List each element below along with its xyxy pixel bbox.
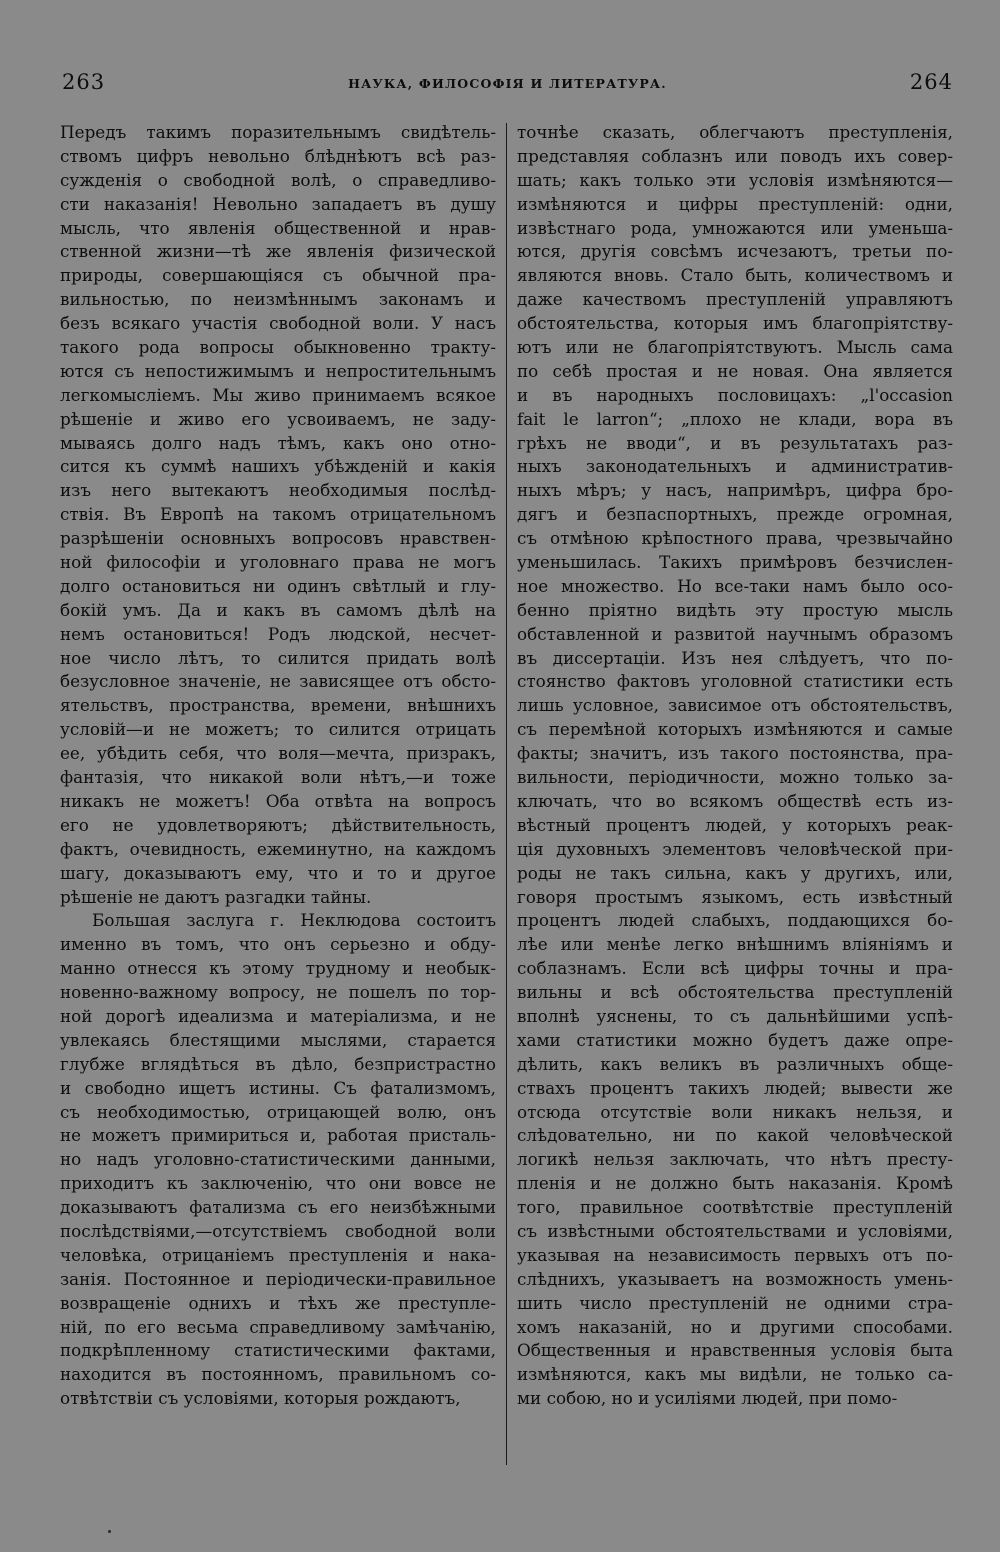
text-line: шагу, доказываютъ ему, что и то и другое: [60, 862, 496, 883]
text-line: того, правильное соотвѣтствіе преступленій: [517, 1197, 953, 1218]
text-line: ствомъ цифръ невольно блѣднѣютъ всѣ раз-: [60, 145, 496, 166]
text-line: ныхъ мѣръ; у насъ, напримѣръ, цифра бро-: [517, 480, 953, 501]
text-line: не можетъ примириться и, работая присталь-: [60, 1125, 496, 1146]
text-line: съ необходимостью, отрицающей волю, онъ: [60, 1101, 496, 1122]
text-line: немъ остановиться! Родъ людской, несчет-: [60, 623, 496, 644]
text-line: Передъ такимъ поразительнымъ свидѣтель-: [60, 122, 496, 142]
text-line: именно въ томъ, что онъ серьезно и обду-: [60, 934, 496, 955]
text-line: лѣе или менѣе легко внѣшнимъ вліяніямъ и: [517, 934, 953, 955]
text-line: дѣлить, какъ великъ въ различныхъ обще-: [517, 1053, 953, 1074]
text-line: вильности, періодичности, можно только за-: [517, 767, 953, 788]
text-line: ное число лѣтъ, то силится придать волѣ: [60, 647, 496, 668]
text-line: доказываютъ фатализма съ его неизбѣжными: [60, 1197, 496, 1218]
text-line: безъ всякаго участія свободной воли. У насъ: [60, 313, 496, 334]
text-line: условій—и не можетъ; то силится отрицать: [60, 719, 496, 740]
text-line: и въ народныхъ пословицахъ: „l'occasion: [517, 384, 953, 405]
text-line: вильны и всѣ обстоятельства преступленій: [517, 982, 953, 1003]
text-line: хами статистики можно будетъ даже опре-: [517, 1029, 953, 1050]
text-line: возвращеніе однихъ и тѣхъ же преступле-: [60, 1292, 496, 1313]
page-number-right: 264: [909, 70, 953, 94]
text-line: являются вновь. Стало быть, количествомъ и: [517, 265, 953, 286]
text-line: занія. Постоянное и періодически-правильное: [60, 1268, 496, 1289]
text-line: послѣдствіями,—отсутствіемъ свободной воли: [60, 1220, 496, 1241]
text-line: ютъ или не благопріятствуютъ. Мысль сама: [517, 337, 953, 358]
text-line: измѣняются, какъ мы видѣли, не только са-: [517, 1364, 953, 1385]
text-line: ствія. Въ Европѣ на такомъ отрицательномъ: [60, 504, 496, 525]
text-line: новенно-важному вопросу, не пошелъ по тор-: [60, 982, 496, 1003]
text-line: долго остановиться ни одинъ свѣтлый и глу-: [60, 575, 496, 596]
text-line: легкомысліемъ. Мы живо принимаемъ всякое: [60, 384, 496, 405]
text-line: Большая заслуга г. Неклюдова состоитъ: [92, 910, 496, 931]
text-line: бокій умъ. Да и какъ въ самомъ дѣлѣ на: [60, 599, 496, 620]
text-line: отсюда отсутствіе воли никакъ нельзя, и: [517, 1101, 953, 1122]
text-line: пленія и не должно быть наказанія. Кромѣ: [517, 1173, 953, 1194]
text-line: ются, другія совсѣмъ исчезаютъ, третьи по-: [517, 241, 953, 262]
paper-speck: [108, 1530, 111, 1533]
text-line: ной дорогѣ идеализма и матеріализма, и не: [60, 1005, 496, 1026]
text-line: дягъ и безпаспортныхъ, прежде огромная,: [517, 504, 953, 525]
text-line: вѣстный процентъ людей, у которыхъ реак-: [517, 814, 953, 835]
text-line: лишь условное, зависимое отъ обстоятельствъ,: [517, 695, 953, 716]
text-line: точнѣе сказать, облегчаютъ преступленія,: [517, 122, 953, 142]
text-line: сится къ суммѣ нашихъ убѣжденій и какія: [60, 456, 496, 477]
text-line: даже качествомъ преступленій управляютъ: [517, 289, 953, 310]
text-line: рѣшеніе не даютъ разгадки тайны.: [60, 886, 372, 907]
text-line: факты; значитъ, изъ такого постоянства, пра-: [517, 743, 953, 764]
text-line: фантазія, что никакой воли нѣтъ,—и тоже: [60, 767, 496, 788]
text-line: и свободно ищетъ истины. Съ фатализмомъ,: [60, 1077, 496, 1098]
text-line: ми собою, но и усиліями людей, при помо-: [517, 1388, 898, 1409]
text-line: ствахъ процентъ такихъ людей; вывести же: [517, 1077, 953, 1098]
text-line: природы, совершающіяся съ обычной пра-: [60, 265, 496, 286]
text-line: ственной жизни—тѣ же явленія физической: [60, 241, 496, 262]
text-line: его не удовлетворяютъ; дѣйствительность,: [60, 814, 496, 835]
text-line: безусловное значеніе, не зависящее отъ обсто-: [60, 671, 496, 692]
text-line: вильностью, по неизмѣннымъ законамъ и: [60, 289, 496, 310]
text-line: соблазнамъ. Если всѣ цифры точны и пра-: [517, 958, 953, 979]
text-line: шить число преступленій не одними стра-: [517, 1292, 953, 1313]
text-line: рѣшеніе и живо его усвоиваемъ, не заду-: [60, 408, 496, 429]
text-column-left: [60, 121, 496, 1411]
page-number-left: 263: [62, 70, 106, 94]
column-divider: [506, 123, 507, 1465]
text-line: такого рода вопросы обыкновенно тракту-: [60, 337, 496, 358]
text-line: съ отмѣною крѣпостного права, чрезвычайно: [517, 528, 953, 549]
text-line: глубже вглядѣться въ дѣло, безпристрастно: [60, 1053, 496, 1074]
text-line: приходитъ къ заключенію, что они вовсе не: [60, 1173, 496, 1194]
text-line: ція духовныхъ элементовъ человѣческой при-: [517, 838, 953, 859]
text-line: указывая на независимость первыхъ отъ по-: [517, 1244, 953, 1265]
text-line: отвѣтствіи съ условіями, которыя рождаютъ,: [60, 1388, 461, 1409]
text-line: бенно пріятно видѣть эту простую мысль: [517, 599, 953, 620]
text-line: уменьшилась. Такихъ примѣровъ безчислен-: [517, 552, 953, 573]
text-line: стоянство фактовъ уголовной статистики есть: [517, 671, 953, 692]
text-line: обставленной и развитой научнымъ образомъ: [517, 623, 953, 644]
text-line: fait le larron“; „плохо не клади, вора въ: [517, 408, 953, 429]
text-line: представляя соблазнъ или поводъ ихъ совер-: [517, 145, 953, 166]
text-line: изъ него вытекаютъ необходимыя послѣд-: [60, 480, 496, 501]
running-title: НАУКА, ФИЛОСОФІЯ И ЛИТЕРАТУРА.: [348, 76, 667, 91]
text-line: сти наказанія! Невольно западаетъ въ душу: [60, 193, 496, 214]
text-line: манно отнесся къ этому трудному и необык-: [60, 958, 496, 979]
text-line: обстоятельства, которыя имъ благопріятству-: [517, 313, 953, 334]
text-line: подкрѣпленному статистическими фактами,: [60, 1340, 496, 1361]
text-line: логикѣ нельзя заключать, что нѣтъ престу-: [517, 1149, 953, 1170]
text-line: по себѣ простая и не новая. Она является: [517, 360, 953, 381]
text-line: съ перемѣной которыхъ измѣняются и самые: [517, 719, 953, 740]
text-line: съ извѣстными обстоятельствами и условіями,: [517, 1220, 953, 1241]
text-line: разрѣшеніи основныхъ вопросовъ нравствен-: [60, 528, 496, 549]
text-line: шать; какъ только эти условія измѣняются—: [517, 169, 953, 190]
text-line: сужденія о свободной волѣ, о справедливо-: [60, 169, 496, 190]
text-line: ной философіи и уголовнаго права не могъ: [60, 552, 496, 573]
text-line: мысль, что явленія общественной и нрав-: [60, 217, 496, 238]
text-line: увлекаясь блестящими мыслями, старается: [60, 1029, 496, 1050]
text-line: ное множество. Но все-таки намъ было осо-: [517, 575, 953, 596]
text-line: Общественныя и нравственныя условія быта: [517, 1340, 953, 1361]
text-line: ее, убѣдить себя, что воля—мечта, призракъ,: [60, 743, 496, 764]
text-line: человѣка, отрицаніемъ преступленія и нака-: [60, 1244, 496, 1265]
text-line: никакъ не можетъ! Оба отвѣта на вопросъ: [60, 790, 496, 811]
text-line: слѣдовательно, ни по какой человѣческой: [517, 1125, 953, 1146]
text-line: мываясь долго надъ тѣмъ, какъ оно отно-: [60, 432, 496, 453]
text-line: ній, по его весьма справедливому замѣчанію,: [60, 1316, 496, 1337]
text-line: ныхъ законодательныхъ и административ-: [517, 456, 953, 477]
text-line: процентъ людей слабыхъ, поддающихся бо-: [517, 910, 953, 931]
text-line: фактъ, очевидность, ежеминутно, на каждомъ: [60, 838, 496, 859]
text-line: извѣстнаго рода, умножаются или уменьша-: [517, 217, 953, 238]
text-line: находится въ постоянномъ, правильномъ со-: [60, 1364, 496, 1385]
text-line: въ диссертаціи. Изъ нея слѣдуетъ, что по-: [517, 647, 953, 668]
text-line: ются съ непостижимымъ и непростительнымъ: [60, 360, 496, 381]
text-line: измѣняются и цифры преступленій: одни,: [517, 193, 953, 214]
text-column-right: [517, 121, 953, 1411]
text-line: слѣднихъ, указываетъ на возможность умень-: [517, 1268, 953, 1289]
text-line: вполнѣ уяснены, то съ дальнѣйшими успѣ-: [517, 1005, 953, 1026]
text-line: грѣхъ не вводи“, и въ результатахъ раз-: [517, 432, 953, 453]
page-header: [60, 70, 955, 100]
text-line: ятельствъ, пространства, времени, внѣшнихъ: [60, 695, 496, 716]
text-line: ключать, что во всякомъ обществѣ есть из-: [517, 790, 953, 811]
text-line: но надъ уголовно-статистическими данными,: [60, 1149, 496, 1170]
text-line: говоря простымъ языкомъ, есть извѣстный: [517, 886, 953, 907]
text-line: хомъ наказаній, но и другими способами.: [517, 1316, 953, 1337]
text-line: роды не такъ сильна, какъ у другихъ, или,: [517, 862, 953, 883]
